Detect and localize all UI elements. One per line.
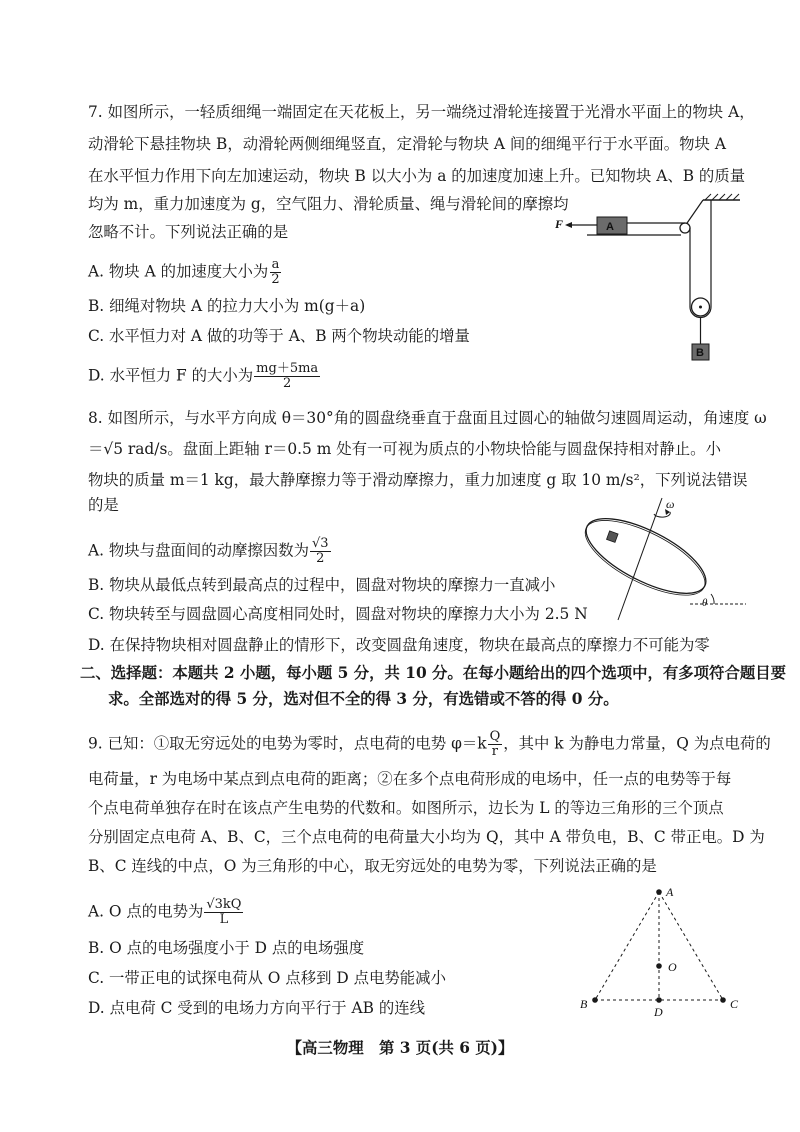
section-2-heading-line-2: 求。全部选对的得 5 分，选对但不全的得 3 分，有选错或不答的得 0 分。 [108,690,619,708]
q8-rotation-axis [618,498,662,620]
q8-disc [580,504,716,610]
q7-option-c: C. 水平恒力对 A 做的功等于 A、B 两个物块动能的增量 [88,327,470,345]
q8-angle-arc [711,594,714,604]
q8-option-a [88,537,332,566]
q9-option-a-numerator: √3kQ [206,897,242,912]
q9-label-b: B [580,997,588,1011]
q9-label-c: C [730,997,739,1011]
q9-label-d: D [654,1005,663,1019]
q9-triangle-figure [572,880,752,1020]
q9-side-ab [595,892,659,1000]
q7-option-d-denominator: 2 [283,376,292,391]
q8-option-a-denominator: 2 [316,551,325,566]
q8-stem-line-4: 的是 [88,496,119,514]
q9-stem-line-3: 个点电荷单独存在时在该点产生电势的代数和。如图所示，边长为 L 的等边三角形的三个顶点 [88,799,724,817]
q9-side-ac [659,892,723,1000]
q9-potential-numerator: Q [489,729,501,744]
q8-option-a-fraction [310,537,331,566]
q9-potential-fraction [488,730,503,759]
q8-option-a-text: A. 物块与盘面间的动摩擦因数为 [88,541,309,560]
q9-option-b: B. O 点的电场强度小于 D 点的电场强度 [88,939,365,957]
q9-stem-line-4: 分别固定点电荷 A、B、C，三个点电荷的电荷量大小均为 Q，其中 A 带负电，B、C 带正电。D 为 [88,828,765,846]
q8-stem-line-3: 物块的质量 m＝1 kg，最大静摩擦力等于滑动摩擦力，重力加速度 g 取 10 m/s²，下列说法错误 [88,471,748,489]
q7-block-b-label: B [696,347,704,359]
q9-stem-text-b: ，其中 k 为静电力常量，Q 为点电荷的 [503,734,771,753]
q7-force-arrowhead [565,222,572,228]
q7-pulley-axle [699,306,702,309]
q9-option-a-text: A. O 点的电势为 [88,902,204,921]
q9-charge-a [656,889,662,895]
section-2-heading-line-1: 二、选择题：本题共 2 小题，每小题 5 分，共 10 分。在每小题给出的四个选项中，有多项符合题目要 [80,664,787,682]
q7-force-label: F [555,217,564,231]
q9-charge-c [720,997,726,1003]
q8-theta-label: θ [702,597,708,609]
q9-option-a-fraction [204,898,243,927]
q7-stem-line-3: 在水平恒力作用下向左加速运动，物块 B 以大小为 a 的加速度加速上升。已知物块 A、B 的质量 [88,167,746,185]
q9-label-a: A [666,885,674,899]
q9-option-a-denominator: L [219,912,229,927]
q7-option-a-text: A. 物块 A 的加速度大小为 [88,262,269,281]
q9-charge-b [592,997,598,1003]
q9-stem-line-1 [88,730,771,759]
q9-option-c: C. 一带正电的试探电荷从 O 点移到 D 点电势能减小 [88,969,446,987]
q8-stem-line-1: 8. 如图所示，与水平方向成 θ＝30°角的圆盘绕垂直于盘面且过圆心的轴做匀速圆周运动，角速度 ω [88,409,767,427]
q7-option-a-numerator: a [271,257,280,272]
q9-label-o: O [668,960,677,974]
q9-potential-denominator: r [491,744,498,759]
q8-disc-figure [580,492,750,628]
q7-option-d-text: D. 水平恒力 F 的大小为 [88,366,254,385]
q7-stem-line-2: 动滑轮下悬挂物块 B，动滑轮两侧细绳竖直，定滑轮与物块 A 间的细绳平行于水平面。物块 A [88,135,726,153]
q8-small-block [607,531,619,543]
q9-point-o [656,963,662,969]
q8-option-d: D. 在保持物块相对圆盘静止的情形下，改变圆盘角速度，物块在最高点的摩擦力不可能为零 [88,636,710,654]
q7-stem-line-1: 7. 如图所示，一轻质细绳一端固定在天花板上，另一端绕过滑轮连接置于光滑水平面上的物块 A， [88,103,755,121]
q8-omega-label: ω [666,497,675,511]
q8-stem-line-2: ＝√5 rad/s。盘面上距轴 r＝0.5 m 处有一可视为质点的小物块恰能与圆盘保持相对静止。小 [88,440,721,458]
q9-option-a [88,898,244,927]
q9-stem-text-a: 9. 已知：①取无穷远处的电势为零时，点电荷的电势 φ＝k [88,734,487,753]
q7-stem-line-4: 均为 m，重力加速度为 g，空气阻力、滑轮质量、绳与滑轮间的摩擦均 [88,195,569,213]
q7-ceiling-hatch [705,194,739,200]
q9-stem-line-2: 电荷量，r 为电场中某点到点电荷的距离；②在多个点电荷形成的电场中，任一点的电势等于每 [88,770,732,788]
q7-stem-line-5: 忽略不计。下列说法正确的是 [88,223,289,241]
q9-option-d: D. 点电荷 C 受到的电场力方向平行于 AB 的连线 [88,999,425,1017]
q7-option-b: B. 细绳对物块 A 的拉力大小为 m(g＋a) [88,297,366,315]
q7-option-d-numerator: mg＋5ma [256,361,319,376]
q8-option-a-numerator: √3 [311,536,329,551]
q7-block-a-label: A [606,221,614,233]
q9-point-d [656,997,662,1003]
q7-option-a-denominator: 2 [271,272,280,287]
q7-pulley-bracket [685,200,703,226]
q7-pulley-figure [555,190,755,370]
q8-option-c: C. 物块转至与圆盘圆心高度相同处时，圆盘对物块的摩擦力大小为 2.5 N [88,605,588,623]
q7-option-a-fraction [269,258,281,287]
q8-option-b: B. 物块从最低点转到最高点的过程中，圆盘对物块的摩擦力一直减小 [88,576,556,594]
q7-option-a [88,258,283,287]
page-footer: 【高三物理 第 3 页(共 6 页)】 [286,1039,514,1057]
q7-fixed-pulley [680,223,690,233]
q9-stem-line-5: B、C 连线的中点，O 为三角形的中心，取无穷远处的电势为零，下列说法正确的是 [88,857,657,875]
q7-option-d [88,362,321,391]
q7-option-d-fraction [254,362,320,391]
